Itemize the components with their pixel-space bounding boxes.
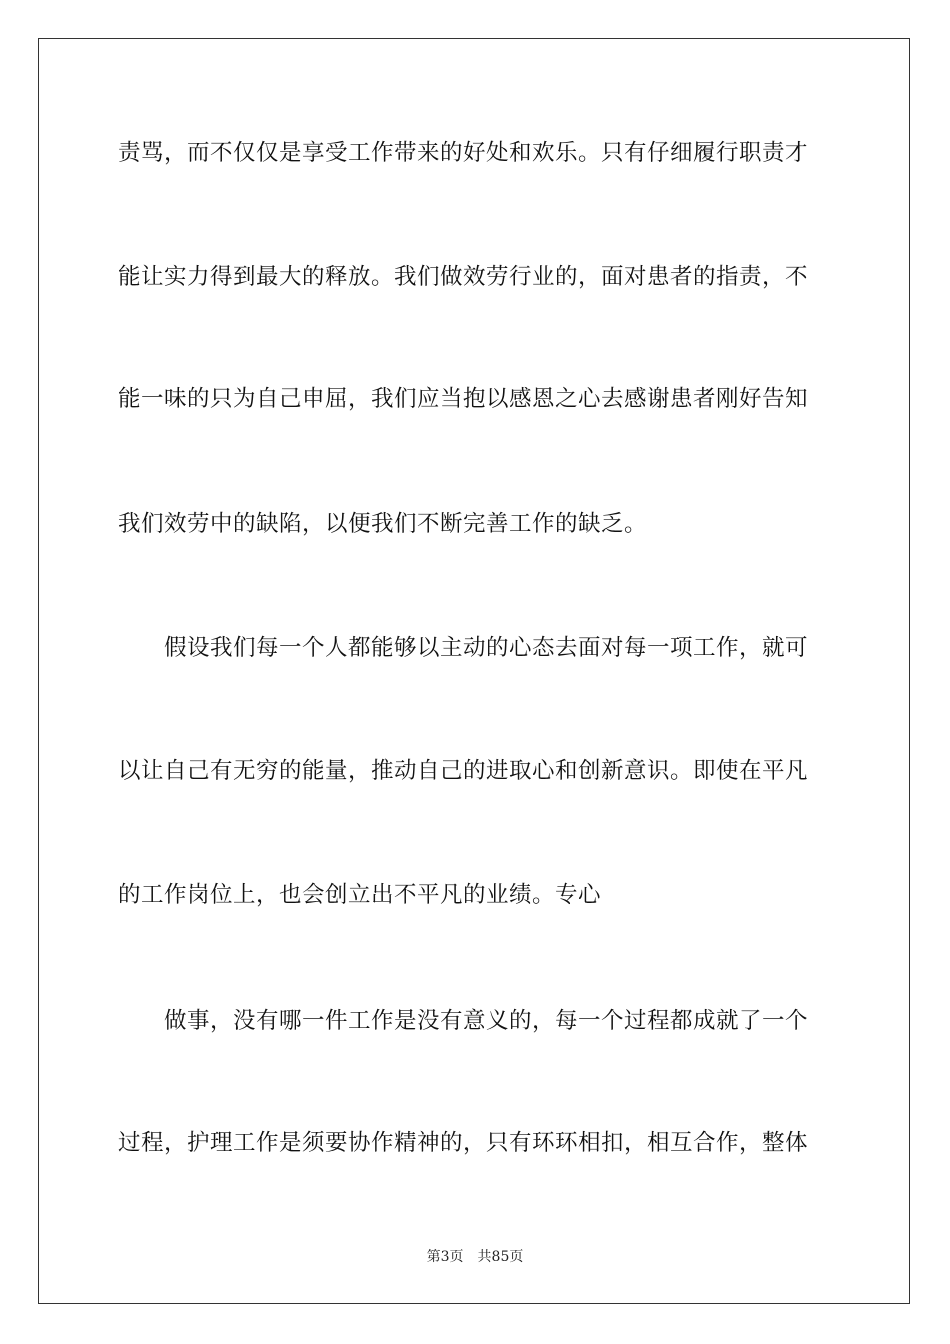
total-pages: 共85页 [477,1249,524,1265]
body-text-line: 的工作岗位上，也会创立出不平凡的业绩。专心 [118,882,602,908]
current-page-number: 第3页 [426,1249,464,1265]
page-footer [0,1248,950,1266]
body-text-line: 能一味的只为自己申屈，我们应当抱以感恩之心去感谢患者刚好告知 [118,386,809,412]
body-text-line: 责骂，而不仅仅是享受工作带来的好处和欢乐。只有仔细履行职责才 [118,140,809,166]
body-text-line: 过程，护理工作是须要协作精神的，只有环环相扣，相互合作，整体 [118,1130,809,1156]
body-text-line: 做事，没有哪一件工作是没有意义的，每一个过程都成就了一个 [164,1008,809,1034]
page-border [38,38,910,1304]
body-text-line: 我们效劳中的缺陷，以便我们不断完善工作的缺乏。 [118,511,648,537]
body-text-line: 能让实力得到最大的释放。我们做效劳行业的，面对患者的指责，不 [118,264,809,290]
body-text-line: 以让自己有无穷的能量，推动自己的进取心和创新意识。即使在平凡 [118,758,809,784]
body-text-line: 假设我们每一个人都能够以主动的心态去面对每一项工作，就可 [164,635,809,661]
